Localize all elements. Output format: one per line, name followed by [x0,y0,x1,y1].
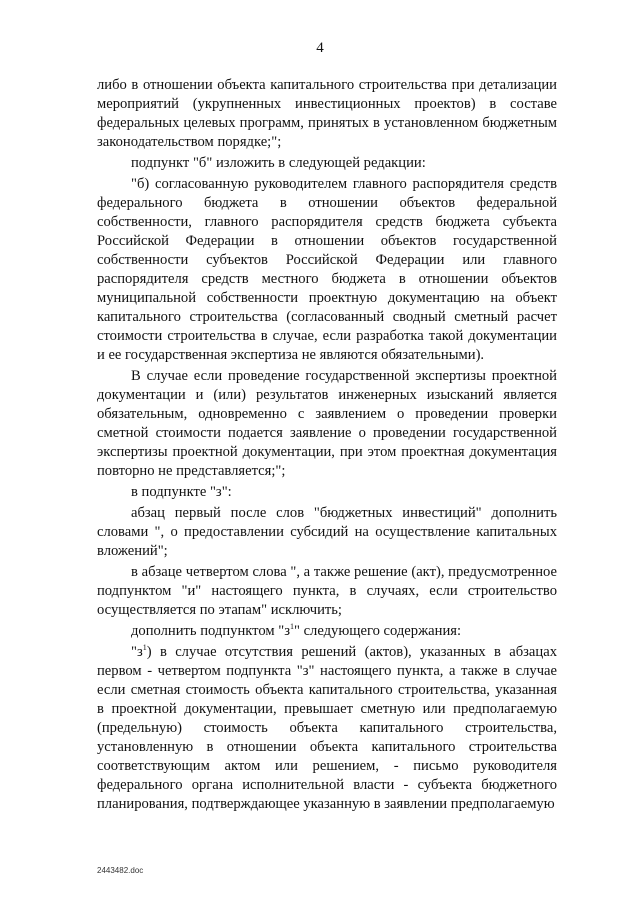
paragraph-3: "б) согласованную руководителем главного распорядителя средств федерального бюджета в отношении объектов федеральной собственности, главного распорядителя средств бюджета субъекта Российской Федерации в отношении объектов государственной собственности субъектов Российской Федерации или главного распорядителя средств местного бюджета в отношении объектов муниципальной собственности проектную документацию на объект капитального строительства (согласованный сводный сметный расчет стоимости строительства в случае, если разработка такой документации и ее государственная экспертиза не являются обязательными). [97,176,557,363]
paragraph-8-after: " следующего содержания: [293,623,462,639]
document-body [97,76,557,816]
paragraph-1: либо в отношении объекта капитального строительства при детализации мероприятий (укрупненных инвестиционных проектов) в составе федеральных целевых программ, принятых в установленном бюджетным законодательством порядке;"; [97,77,557,150]
paragraph-9-before: "з [131,644,143,660]
paragraph-8 [97,622,557,641]
paragraph-9-after: ) в случае отсутствия решений (актов), указанных в абзацах первом - четвертом подпункта "з" настоящего пункта, а также в случае если сметная стоимость объекта капитального строительства, указанная в проектной документации, превышает сметную или предполагаемую (предельную) стоимость объекта капитального строительства, установленную в отношении объекта капитального строительства соответствующим актом или решением, - письмо руководителя федерального органа исполнительной власти - субъекта бюджетного планирования, подтверждающее указанную в заявлении предполагаемую [97,644,557,812]
paragraph-8-before: дополнить подпунктом "з [131,623,290,639]
footer-filename: 2443482.doc [97,866,144,875]
superscript-mark: 1 [289,622,294,632]
paragraph-7: в абзаце четвертом слова ", а также решение (акт), предусмотренное подпунктом "и" настоящего пункта, в случаях, если строительство осуществляется по этапам" исключить; [97,564,557,618]
superscript-mark: 1 [142,643,147,653]
paragraph-9 [97,643,557,814]
paragraph-5: в подпункте "з": [131,484,232,500]
page-number: 4 [316,40,324,56]
paragraph-2: подпункт "б" изложить в следующей редакции: [131,155,426,171]
paragraph-4: В случае если проведение государственной экспертизы проектной документации и (или) результатов инженерных изысканий является обязательным, одновременно с заявлением о проведении проверки сметной стоимости подается заявление о проведении государственной экспертизы проектной документации, при этом проектная документация повторно не представляется;"; [97,368,557,479]
paragraph-6: абзац первый после слов "бюджетных инвестиций" дополнить словами ", о предоставлении субсидий на осуществление капитальных вложений"; [97,505,557,559]
